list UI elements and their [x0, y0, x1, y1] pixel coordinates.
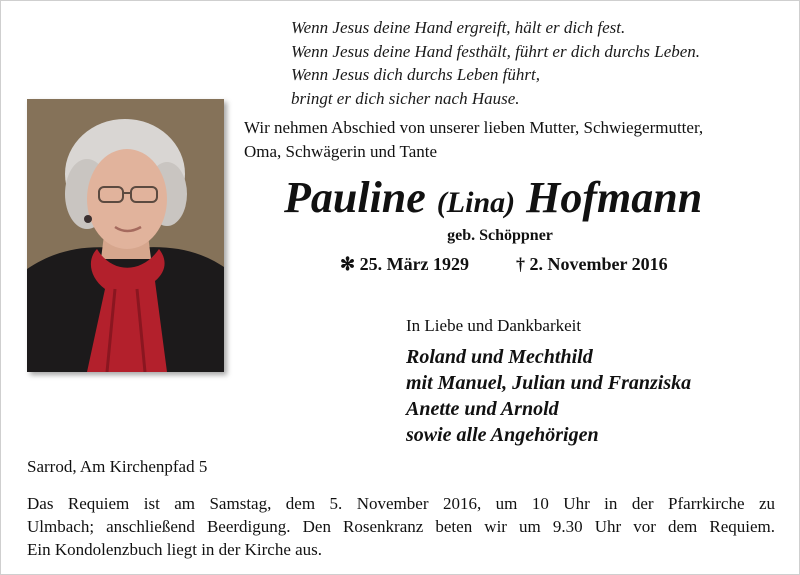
- mourner-line: Roland und Mechthild: [406, 346, 593, 368]
- birth-name: geb. Schöppner: [447, 227, 553, 244]
- notice-line-3: Ein Kondolenzbuch liegt in der Kirche aus.: [27, 540, 323, 559]
- funeral-notice: [27, 492, 775, 561]
- address: Sarrod, Am Kirchenpfad 5: [27, 457, 208, 476]
- notice-line-1: Das Requiem ist am Samstag, dem 5. November 2016, um 10 Uhr in der Pfarrkirche zu: [27, 494, 775, 513]
- nickname: (Lina): [436, 186, 516, 219]
- notice-line-2: Ulmbach; anschließend Beerdigung. Den Rosenkranz beten wir um 9.30 Uhr vor dem Requiem.: [27, 517, 775, 536]
- first-name: Pauline: [284, 173, 426, 222]
- poem: [291, 16, 700, 110]
- last-name: Hofmann: [526, 173, 703, 222]
- poem-line: Wenn Jesus deine Hand festhält, führt er dich durchs Leben.: [291, 41, 701, 61]
- intro-text: [244, 116, 784, 164]
- portrait-photo: [27, 99, 224, 372]
- poem-line: Wenn Jesus dich durchs Leben führt,: [291, 65, 540, 84]
- death-date: † 2. November 2016: [516, 254, 668, 274]
- poem-line: Wenn Jesus deine Hand ergreift, hält er dich fest.: [291, 18, 626, 37]
- life-dates: [340, 254, 668, 275]
- intro-line-2: Oma, Schwägerin und Tante: [244, 142, 438, 161]
- mourner-line: mit Manuel, Julian und Franziska: [406, 372, 692, 394]
- mourners-heading: In Liebe und Dankbarkeit: [406, 316, 582, 335]
- poem-line: bringt er dich sicher nach Hause.: [291, 88, 520, 108]
- birth-date: ✻ 25. März 1929: [340, 254, 470, 274]
- mourner-line: Anette und Arnold: [406, 398, 559, 420]
- intro-line-1: Wir nehmen Abschied von unserer lieben Mutter, Schwiegermutter,: [244, 118, 704, 137]
- mourners-list: [406, 344, 691, 448]
- deceased-name: [284, 172, 744, 229]
- mourner-line: sowie alle Angehörigen: [406, 424, 599, 446]
